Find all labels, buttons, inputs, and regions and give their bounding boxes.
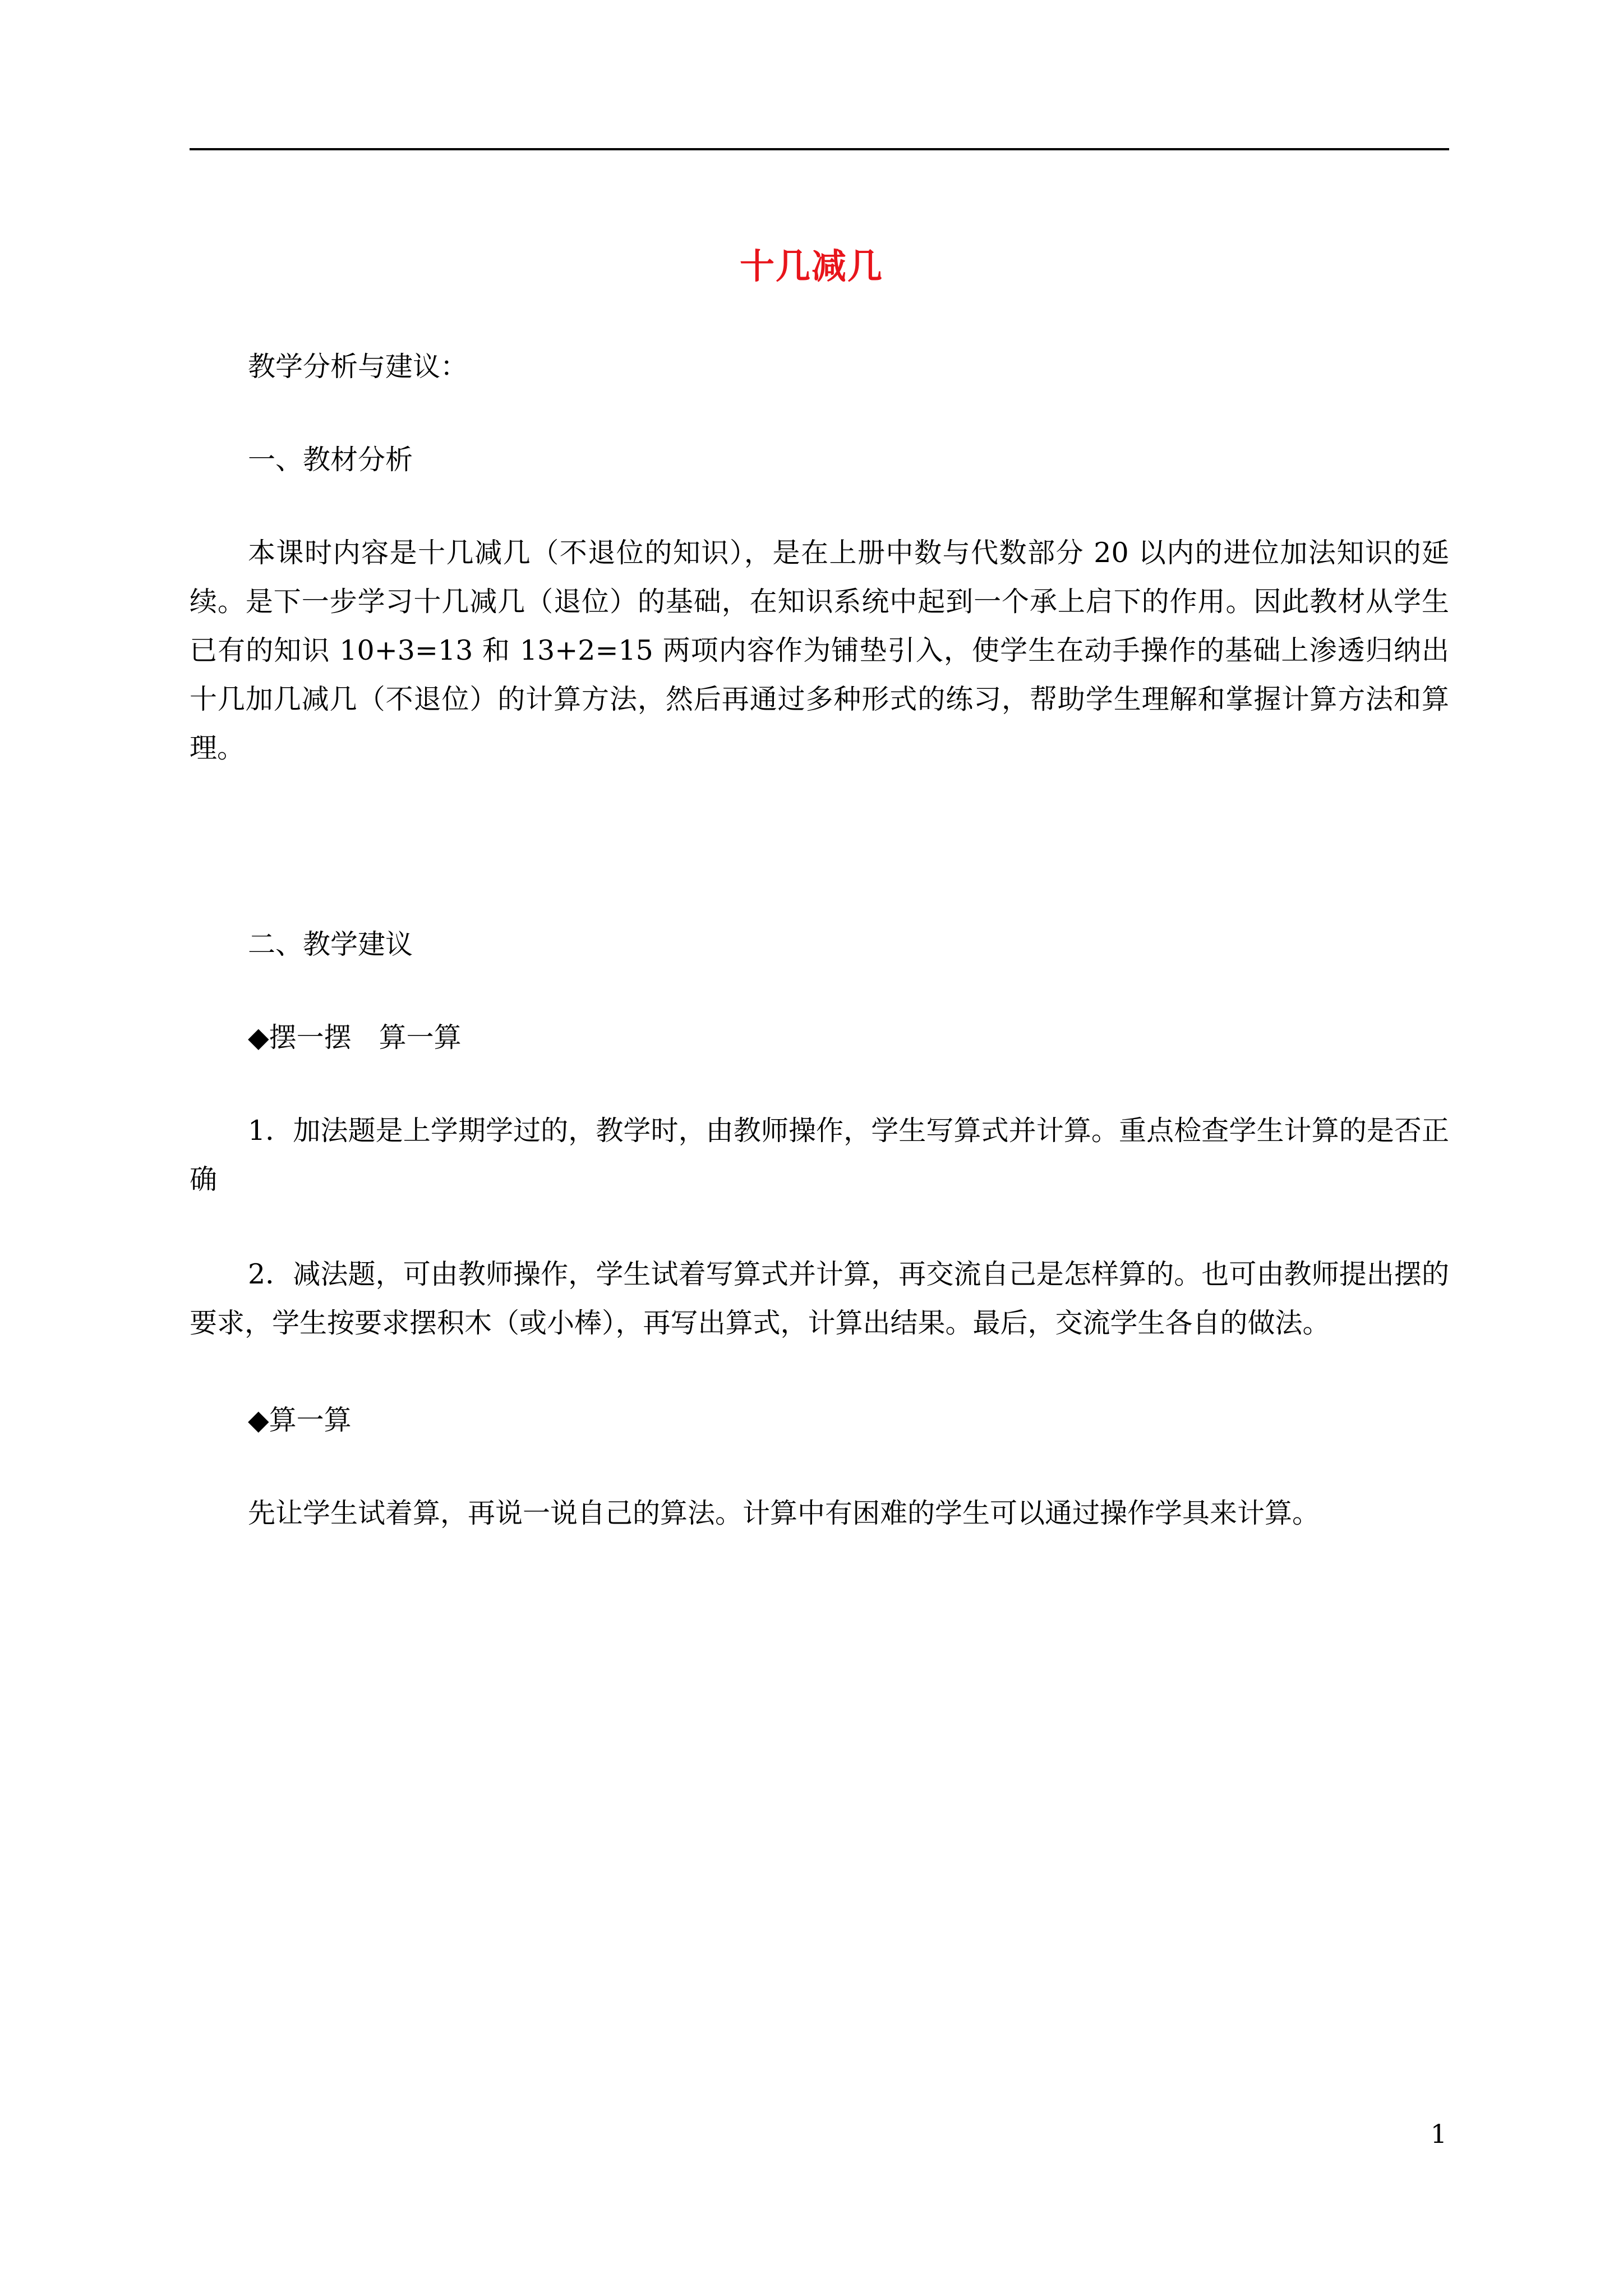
header-rule (190, 148, 1449, 150)
page-number: 1 (1430, 2119, 1447, 2149)
paragraph-calculate: 先让学生试着算，再说一说自己的算法。计算中有困难的学生可以通过操作学具来计算。 (248, 1497, 1320, 1529)
heading-teaching-suggestions: 二、教学建议 (248, 928, 413, 960)
paragraph-suggestion-1: 1．加法题是上学期学过的，教学时，由教师操作，学生写算式并计算。重点检查学生计算的是否正确 (190, 1115, 1449, 1195)
section-intro: 教学分析与建议： (248, 351, 468, 383)
paragraph-textbook-analysis: 本课时内容是十几减几（不退位的知识），是在上册中数与代数部分 20 以内的进位加法知识的延续。是下一步学习十几减几（退位）的基础，在知识系统中起到一个承上启下的作用。因此教材从学生已有的知识 10+3=13 和 13+2=15 两项内容作为铺垫引入，使学生在动手操作的基础上渗透归纳出十几加几减几（不退位）的计算方法，然后再通过多种形式的练习，帮助学生理解和掌握计算方法和算理。 (190, 537, 1449, 764)
subheading-calculate: ◆算一算 (248, 1404, 352, 1436)
subheading-arrange-calculate: ◆摆一摆 算一算 (248, 1022, 462, 1053)
document-title: 十几减几 (739, 246, 883, 287)
paragraph-suggestion-2: 2．减法题，可由教师操作，学生试着写算式并计算，再交流自己是怎样算的。也可由教师提出摆的要求，学生按要求摆积木（或小棒），再写出算式，计算出结果。最后，交流学生各自的做法。 (190, 1258, 1449, 1339)
heading-textbook-analysis: 一、教材分析 (248, 444, 413, 476)
